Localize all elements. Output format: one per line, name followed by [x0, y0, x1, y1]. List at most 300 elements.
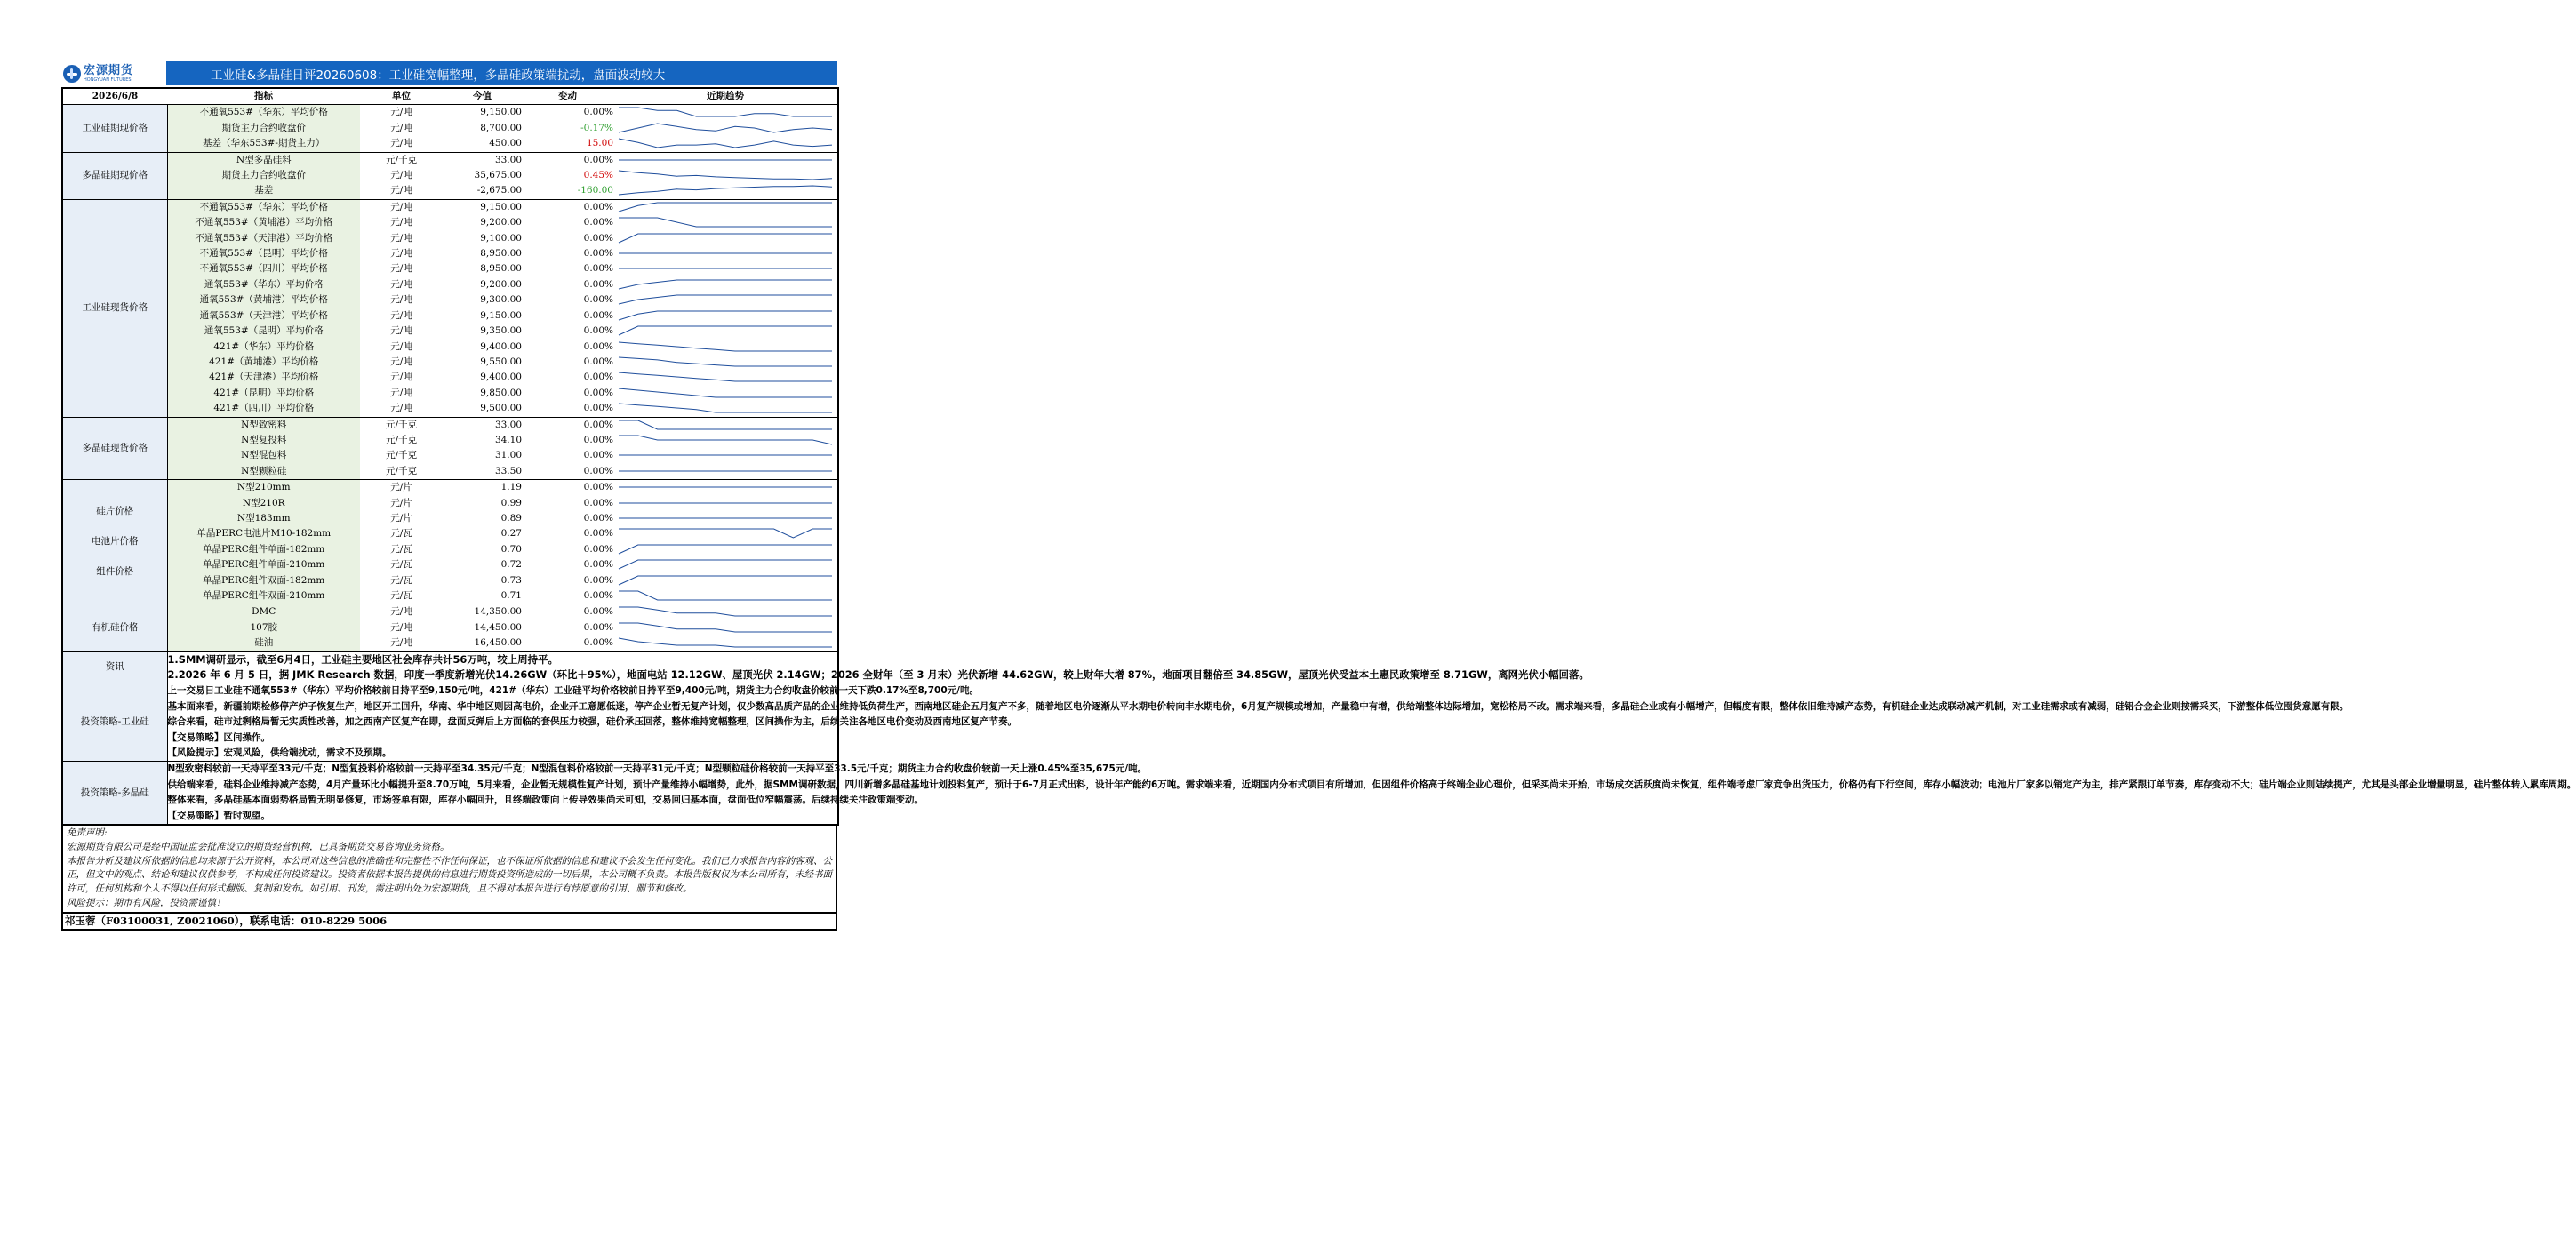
column-header-change: 变动: [522, 88, 613, 105]
strategy-si-category: 投资策略-工业硅: [62, 683, 167, 762]
trend-sparkline: [619, 310, 832, 321]
change-cell: 0.00%: [583, 559, 613, 571]
unit-cell: 元/吨: [390, 387, 412, 398]
news-category: 资讯: [62, 651, 167, 683]
unit-cell: 元/吨: [390, 170, 412, 181]
trend-cell: [613, 496, 838, 511]
table-row: [62, 152, 838, 168]
trend-sparkline: [619, 107, 832, 117]
indicator-name: 421#（华东）平均价格: [167, 340, 360, 355]
indicator-name: N型复投料: [167, 433, 360, 448]
trend-sparkline: [619, 341, 832, 352]
table-row: [62, 199, 838, 215]
value-cell: 33.50: [494, 465, 522, 476]
table-row: [62, 448, 838, 463]
table-row: [62, 105, 838, 121]
trend-cell: [613, 324, 838, 339]
trend-sparkline: [619, 202, 832, 212]
sparkline-line: [619, 108, 832, 116]
sparkline-line: [619, 404, 832, 412]
change-cell: 0.00%: [583, 497, 613, 508]
trend-cell: [613, 480, 838, 496]
trend-cell: [613, 588, 838, 604]
sparkline-line: [619, 372, 832, 381]
value-cell: 450.00: [489, 138, 522, 149]
trend-cell: [613, 215, 838, 230]
indicator-name: 不通氧553#（华东）平均价格: [167, 199, 360, 215]
table-row: [62, 433, 838, 448]
indicator-name: 基差: [167, 183, 360, 199]
indicator-name: 421#（黄埔港）平均价格: [167, 355, 360, 370]
indicator-name: 基差（华东553#-期货主力）: [167, 136, 360, 152]
trend-cell: [613, 199, 838, 215]
column-header-unit: 单位: [360, 88, 443, 105]
trend-cell: [613, 370, 838, 385]
sparkline-line: [619, 218, 832, 227]
trend-sparkline: [619, 466, 832, 476]
trend-cell: [613, 136, 838, 152]
unit-cell: 元/吨: [390, 122, 412, 133]
unit-cell: 元/吨: [390, 263, 412, 275]
strategy-paragraph: 【交易策略】区间操作。: [167, 731, 270, 743]
table-row: [62, 604, 838, 620]
trend-cell: [613, 261, 838, 276]
change-cell: 0.00%: [583, 232, 613, 244]
table-row: [62, 464, 838, 480]
strategy-poly-row: [62, 762, 838, 825]
table-row: [62, 324, 838, 339]
trend-cell: [613, 121, 838, 136]
unit-cell: 元/瓦: [390, 543, 412, 555]
unit-cell: 元/吨: [390, 217, 412, 228]
sparkline-line: [619, 529, 832, 538]
sparkline-line: [619, 234, 832, 243]
news-paragraph: 1.SMM调研显示，截至6月4日，工业硅主要地区社会库存共计56万吨，较上周持平。: [167, 652, 558, 666]
table-row: [62, 136, 838, 152]
change-cell: 0.00%: [583, 574, 613, 586]
table-row: [62, 183, 838, 199]
table-row: [62, 292, 838, 308]
value-cell: 9,400.00: [480, 372, 522, 383]
strategy-paragraph: 整体来看，多晶硅基本面弱势格局暂无明显修复，市场签单有限，库存小幅回升，且终端政策向上传导效果尚未可知，交易回归基本面，盘面低位窄幅震荡。后续持续关注政策端变动。: [167, 795, 924, 806]
table-row: [62, 635, 838, 651]
indicator-name: 期货主力合约收盘价: [167, 121, 360, 136]
trend-sparkline: [619, 435, 832, 445]
sparkline-line: [619, 124, 832, 132]
change-cell: 0.00%: [583, 528, 613, 540]
table-row: [62, 557, 838, 572]
value-cell: 9,200.00: [480, 217, 522, 228]
value-cell: 0.72: [500, 559, 522, 571]
trend-cell: [613, 152, 838, 168]
report-header: [61, 61, 837, 85]
table-row: [62, 526, 838, 541]
value-cell: 0.27: [500, 528, 522, 540]
table-row: [62, 401, 838, 417]
logo-en-text: HONGYUAN FUTURES: [84, 76, 132, 83]
strategy-paragraph: 综合来看，硅市过剩格局暂无实质性改善，加之西南产区复产在即，盘面反弹后上方面临的套保压力较强，硅价承压回落，整体维持宽幅整理，区间操作为主，后续关注各地区电价变动及西南地区复产节奏。: [167, 716, 1017, 728]
change-cell: 0.00%: [583, 590, 613, 601]
trend-cell: [613, 417, 838, 433]
trend-cell: [613, 604, 838, 620]
indicator-name: 单晶PERC组件单面-182mm: [167, 542, 360, 557]
change-cell: 0.00%: [522, 105, 613, 121]
unit-cell: 元/瓦: [390, 590, 412, 601]
indicator-name: 通氧553#（昆明）平均价格: [167, 324, 360, 339]
table-row: [62, 246, 838, 261]
sparkline-line: [619, 420, 832, 429]
trend-sparkline: [619, 263, 832, 274]
change-cell: 0.00%: [583, 450, 613, 461]
change-cell: 15.00: [586, 138, 613, 149]
value-cell: 9,150.00: [443, 199, 522, 215]
table-row: [62, 511, 838, 526]
strategy-paragraph: 【风险提示】宏观风险，供给端扰动，需求不及预期。: [167, 747, 392, 759]
value-cell: 33.00: [443, 417, 522, 433]
indicator-name: 硅油: [167, 635, 360, 651]
news-paragraph: 2.2026 年 6 月 5 日，据 JMK Research 数据，印度一季度新增光伏14.26GW（环比＋95%），地面电站 12.12GW、屋顶光伏 2.14GW；2026 全财年（至 3 月末）光伏新增 44.62GW，较上财年大增 87%，地面项目翻倍至 34.85GW，屋顶光伏受益本土惠民政策增至 8.71GW，离网光伏小幅回落。: [167, 668, 1589, 682]
value-cell: 8,700.00: [480, 122, 522, 133]
sparkline-line: [619, 295, 832, 304]
sparkline-line: [619, 186, 832, 195]
sparkline-line: [619, 560, 832, 569]
price-table: [61, 87, 2576, 826]
strategy-paragraph: N型致密料较前一天持平至33元/千克；N型复投料价格较前一天持平至34.35元/千克；N型混包料价格较前一天持平31元/千克；N型颗粒硅价格较前一天持平至33.5元/千克；期货主力合约收盘价较前一天上涨0.45%至35,675元/吨。: [167, 763, 1148, 775]
unit-cell: 元/吨: [390, 294, 412, 306]
category-cell: [62, 480, 167, 604]
trend-sparkline: [619, 420, 832, 430]
value-cell: 9,350.00: [480, 325, 522, 337]
indicator-name: N型210R: [167, 496, 360, 511]
table-row: [62, 277, 838, 292]
trend-sparkline: [619, 559, 832, 570]
trend-cell: [613, 433, 838, 448]
indicator-name: 单晶PERC组件双面-182mm: [167, 573, 360, 588]
trend-sparkline: [619, 185, 832, 196]
trend-sparkline: [619, 325, 832, 336]
table-header-row: [62, 88, 838, 105]
disclaimer: [61, 826, 837, 914]
subcategory-label: 硅片价格: [96, 506, 134, 517]
trend-sparkline: [619, 388, 832, 398]
trend-sparkline: [619, 544, 832, 555]
value-cell: 14,350.00: [443, 604, 522, 620]
value-cell: 8,950.00: [480, 263, 522, 275]
change-cell: 0.00%: [583, 387, 613, 398]
value-cell: 9,400.00: [480, 340, 522, 352]
change-cell: 0.00%: [583, 637, 613, 649]
subcategory-label: 电池片价格: [92, 536, 139, 548]
trend-sparkline: [619, 217, 832, 228]
unit-cell: 元/吨: [390, 278, 412, 290]
unit-cell: 元/吨: [390, 340, 412, 352]
value-cell: 8,950.00: [480, 248, 522, 260]
unit-cell: 元/瓦: [390, 528, 412, 540]
indicator-name: 不通氧553#（黄埔港）平均价格: [167, 215, 360, 230]
value-cell: 35,675.00: [474, 170, 522, 181]
table-row: [62, 386, 838, 401]
trend-cell: [613, 292, 838, 308]
unit-cell: 元/吨: [390, 621, 412, 633]
sparkline-line: [619, 388, 832, 397]
indicator-name: 421#（四川）平均价格: [167, 401, 360, 417]
indicator-name: 421#（昆明）平均价格: [167, 386, 360, 401]
table-row: [62, 308, 838, 324]
table-row: [62, 340, 838, 355]
trend-cell: [613, 183, 838, 199]
trend-cell: [613, 246, 838, 261]
indicator-name: 421#（天津港）平均价格: [167, 370, 360, 385]
indicator-name: 不通氧553#（昆明）平均价格: [167, 246, 360, 261]
indicator-name: 通氧553#（华东）平均价格: [167, 277, 360, 292]
table-row: [62, 355, 838, 370]
value-cell: 0.70: [500, 543, 522, 555]
trend-cell: [613, 277, 838, 292]
table-row: [62, 417, 838, 433]
change-cell: 0.00%: [522, 199, 613, 215]
column-header-value: 今值: [443, 88, 522, 105]
change-cell: 0.00%: [583, 248, 613, 260]
change-cell: 0.00%: [583, 434, 613, 445]
trend-sparkline: [619, 513, 832, 524]
table-row: [62, 496, 838, 511]
trend-sparkline: [619, 294, 832, 305]
trend-sparkline: [619, 155, 832, 165]
change-cell: 0.00%: [583, 340, 613, 352]
value-cell: 9,500.00: [480, 403, 522, 414]
indicator-name: N型210mm: [167, 480, 360, 496]
change-cell: 0.00%: [583, 512, 613, 524]
value-cell: -2,675.00: [476, 185, 522, 196]
news-content: [167, 651, 1589, 683]
logo-icon: [63, 65, 81, 83]
sparkline-line: [619, 139, 832, 148]
trend-cell: [613, 542, 838, 557]
trend-sparkline: [619, 606, 832, 617]
value-cell: 1.19: [443, 480, 522, 496]
change-cell: 0.00%: [583, 278, 613, 290]
sparkline-line: [619, 623, 832, 632]
unit-cell: 元/片: [390, 512, 412, 524]
change-cell: 0.00%: [583, 621, 613, 633]
trend-sparkline: [619, 248, 832, 259]
value-cell: 0.71: [500, 590, 522, 601]
indicator-name: 通氧553#（黄埔港）平均价格: [167, 292, 360, 308]
unit-cell: 元/千克: [385, 434, 418, 445]
strategy-poly-category: 投资策略-多晶硅: [62, 762, 167, 825]
change-cell: -0.17%: [580, 122, 613, 133]
indicator-name: N型致密料: [167, 417, 360, 433]
trend-sparkline: [619, 450, 832, 460]
indicator-name: 单晶PERC组件双面-210mm: [167, 588, 360, 604]
disclaimer-title: 免责声明:: [67, 827, 108, 839]
value-cell: 9,100.00: [480, 232, 522, 244]
change-cell: 0.00%: [583, 309, 613, 321]
trend-cell: [613, 573, 838, 588]
table-row: [62, 480, 838, 496]
strategy-paragraph: 【交易策略】暂时观望。: [167, 810, 270, 821]
unit-cell: 元/吨: [360, 199, 443, 215]
sparkline-line: [619, 357, 832, 366]
sparkline-line: [619, 326, 832, 335]
indicator-name: 不通氧553#（华东）平均价格: [167, 105, 360, 121]
unit-cell: 元/吨: [360, 105, 443, 121]
unit-cell: 元/千克: [385, 465, 418, 476]
value-cell: 0.89: [500, 512, 522, 524]
change-cell: 0.00%: [583, 217, 613, 228]
value-cell: 34.10: [494, 434, 522, 445]
indicator-name: N型多晶硅料: [167, 152, 360, 168]
sparkline-line: [619, 280, 832, 289]
sparkline-line: [619, 545, 832, 554]
unit-cell: 元/片: [360, 480, 443, 496]
change-cell: 0.00%: [583, 372, 613, 383]
value-cell: 33.00: [443, 152, 522, 168]
change-cell: 0.00%: [583, 263, 613, 275]
sparkline-line: [619, 342, 832, 351]
table-row: [62, 370, 838, 385]
unit-cell: 元/吨: [390, 138, 412, 149]
change-cell: 0.00%: [583, 465, 613, 476]
trend-cell: [613, 464, 838, 480]
table-row: [62, 573, 838, 588]
table-row: [62, 261, 838, 276]
trend-cell: [613, 511, 838, 526]
table-row: [62, 121, 838, 136]
value-cell: 9,850.00: [480, 387, 522, 398]
indicator-name: N型混包料: [167, 448, 360, 463]
unit-cell: 元/千克: [385, 450, 418, 461]
category-cell: 多晶硅期现价格: [62, 152, 167, 199]
unit-cell: 元/吨: [390, 185, 412, 196]
indicator-name: 不通氧553#（天津港）平均价格: [167, 231, 360, 246]
trend-cell: [613, 635, 838, 651]
category-cell: 工业硅期现价格: [62, 105, 167, 152]
analyst-contact: 祁玉蓉（F03100031, Z0021060），联系电话：010-8229 5006: [61, 914, 837, 931]
change-cell: 0.00%: [583, 294, 613, 306]
table-row: [62, 215, 838, 230]
trend-sparkline: [619, 372, 832, 382]
trend-cell: [613, 526, 838, 541]
indicator-name: 期货主力合约收盘价: [167, 168, 360, 183]
change-cell: 0.00%: [583, 356, 613, 367]
trend-cell: [613, 401, 838, 417]
unit-cell: 元/吨: [390, 325, 412, 337]
strategy-si-content: [167, 683, 2349, 762]
sparkline-line: [619, 203, 832, 212]
trend-sparkline: [619, 482, 832, 492]
trend-cell: [613, 308, 838, 324]
trend-sparkline: [619, 170, 832, 180]
trend-cell: [613, 168, 838, 183]
trend-cell: [613, 355, 838, 370]
change-cell: 0.00%: [522, 480, 613, 496]
indicator-name: 107胶: [167, 620, 360, 635]
unit-cell: 元/瓦: [390, 559, 412, 571]
trend-cell: [613, 386, 838, 401]
report-page: [61, 61, 2576, 931]
value-cell: 16,450.00: [474, 637, 522, 649]
unit-cell: 元/吨: [390, 637, 412, 649]
trend-cell: [613, 105, 838, 121]
indicator-name: N型183mm: [167, 511, 360, 526]
category-cell: 工业硅现货价格: [62, 199, 167, 417]
unit-cell: 元/吨: [390, 356, 412, 367]
trend-sparkline: [619, 138, 832, 148]
indicator-name: N型颗粒硅: [167, 464, 360, 480]
value-cell: 9,200.00: [480, 278, 522, 290]
company-logo: [61, 61, 166, 85]
disclaimer-line: 风险提示：期市有风险，投资需谨慎！: [67, 898, 226, 909]
trend-cell: [613, 557, 838, 572]
trend-sparkline: [619, 279, 832, 290]
indicator-name: DMC: [167, 604, 360, 620]
sparkline-line: [619, 171, 832, 180]
column-header-indicator: 指标: [167, 88, 360, 105]
trend-sparkline: [619, 590, 832, 601]
strategy-paragraph: 上一交易日工业硅不通氧553#（华东）平均价格较前日持平至9,150元/吨，421#（华东）工业硅平均价格较前日持平至9,400元/吨，期货主力合约收盘价较前一天下跌0.17%至8,700元/吨。: [167, 685, 979, 697]
trend-sparkline: [619, 637, 832, 648]
indicator-name: 单晶PERC组件单面-210mm: [167, 557, 360, 572]
value-cell: 9,150.00: [480, 309, 522, 321]
sparkline-line: [619, 311, 832, 320]
unit-cell: 元/吨: [390, 232, 412, 244]
indicator-name: 单晶PERC电池片M10-182mm: [167, 526, 360, 541]
unit-cell: 元/吨: [390, 248, 412, 260]
trend-cell: [613, 448, 838, 463]
table-row: [62, 168, 838, 183]
value-cell: 9,300.00: [480, 294, 522, 306]
sparkline-line: [619, 607, 832, 616]
table-row: [62, 542, 838, 557]
strategy-paragraph: 供给端来看，硅料企业维持减产态势，4月产量环比小幅提升至8.70万吨，5月来看，企业暂无规模性复产计划，预计产量维持小幅增势，此外，据SMM调研数据，四川新增多晶硅基地计划投料复产，预计于6-7月正式出料，设计年产能约6万吨。需求端来看，近期国内分布式项目有所增加，但因组件价格高于终端企业心理价，但采买尚未开始，市场成交活跃度尚未恢复，组件端考虑厂家竞争出货压力，价格仍有下行空间，库存小幅波动；电池片厂家多以销定产为主，排产紧跟订单节奏，库存变动不大；硅片端企业则陆续提产，尤其是头部企业增量明显，硅片整体转入累库周期。: [167, 779, 2576, 790]
category-cell: 多晶硅现货价格: [62, 417, 167, 480]
table-row: [62, 588, 838, 604]
unit-cell: 元/片: [390, 497, 412, 508]
category-cell: 有机硅价格: [62, 604, 167, 651]
report-date: 2026/6/8: [62, 88, 167, 105]
news-row: [62, 651, 838, 683]
trend-sparkline: [619, 123, 832, 133]
table-row: [62, 620, 838, 635]
change-cell: 0.45%: [583, 170, 613, 181]
sparkline-line: [619, 591, 832, 600]
trend-sparkline: [619, 498, 832, 508]
sparkline-line: [619, 576, 832, 585]
trend-cell: [613, 231, 838, 246]
sparkline-line: [619, 436, 832, 444]
indicator-name: 不通氧553#（四川）平均价格: [167, 261, 360, 276]
change-cell: 0.00%: [522, 604, 613, 620]
trend-sparkline: [619, 575, 832, 586]
report-title: 工业硅&多晶硅日评20260608：工业硅宽幅整理，多晶硅政策端扰动，盘面波动较大: [166, 61, 837, 85]
unit-cell: 元/吨: [390, 403, 412, 414]
value-cell: 9,150.00: [443, 105, 522, 121]
strategy-paragraph: 基本面来看，新疆前期检修停产炉子恢复生产，地区开工回升，华南、华中地区则因高电价，企业开工意愿低迷，停产企业暂无复产计划，仅少数高品质产品的企业维持低负荷生产，西南地区硅企五月复产不多，随着地区电价逐渐从平水期电价转向丰水期电价，6月复产规模或增加，产量稳中有增，供给端整体边际增加，宽松格局不改。需求端来看，多晶硅企业或有小幅增产，但幅度有限，整体依旧维持减产态势，有机硅企业达成联动减产机制，对工业硅需求或有减弱，硅铝合金企业则按需采买，下游整体低位囤货意愿有限。: [167, 700, 2349, 712]
strategy-si-row: [62, 683, 838, 762]
value-cell: 14,450.00: [474, 621, 522, 633]
unit-cell: 元/吨: [390, 372, 412, 383]
column-header-trend: 近期趋势: [613, 88, 838, 105]
logo-cn-text: 宏源期货: [84, 63, 134, 77]
change-cell: -160.00: [577, 185, 613, 196]
value-cell: 0.99: [500, 497, 522, 508]
trend-sparkline: [619, 233, 832, 244]
subcategory-label: 组件价格: [96, 566, 134, 578]
strategy-poly-content: [167, 762, 2576, 825]
change-cell: 0.00%: [583, 325, 613, 337]
trend-sparkline: [619, 622, 832, 633]
